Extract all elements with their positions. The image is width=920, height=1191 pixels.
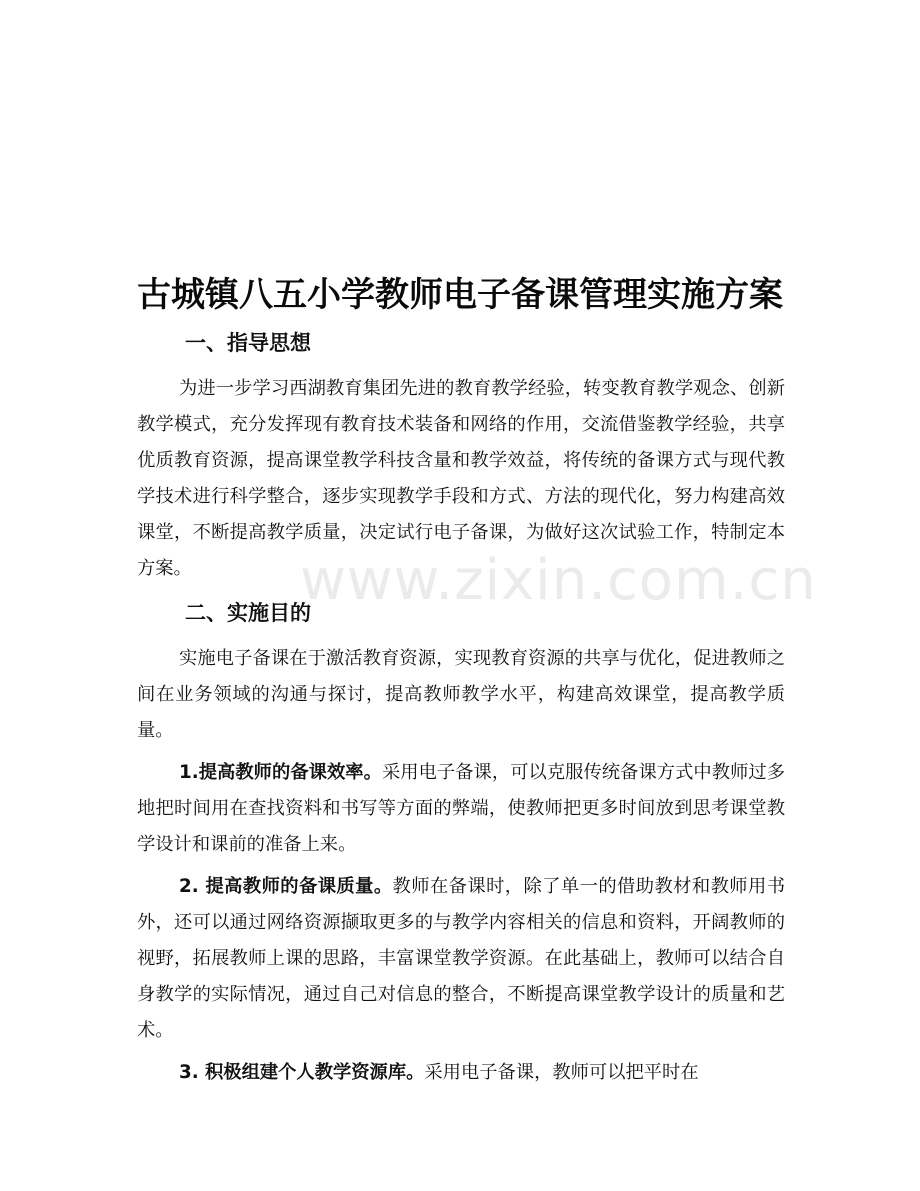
item-lead: 3. 积极组建个人教学资源库。 <box>179 1062 425 1083</box>
paragraph: 实施电子备课在于激活教育资源，实现教育资源的共享与优化，促进教师之间在业务领域的沟通与探讨，提高教师教学水平，构建高效课堂，提高教学质量。 <box>137 648 785 741</box>
watermark: www.zixin.com.cn <box>300 548 817 613</box>
item-lead: 2. 提高教师的备课质量。 <box>179 876 393 897</box>
item-text: 教师在备课时，除了单一的借助教材和教师用书外，还可以通过网络资源撷取更多的与教学内容相关的信息和资料，开阔教师的视野，拓展教师上课的思路，丰富课堂教学资源。在此基础上，教师可以结合自身教学的实际情况，通过自己对信息的整合，不断提高课堂教学设计的质量和艺术。 <box>137 876 786 1041</box>
item-text: 采用电子备课，可以克服传统备课方式中教师过多地把时间用在查找资料和书写等方面的弊端，使教师把更多时间放到思考课堂教学设计和课前的准备上来。 <box>137 762 785 855</box>
item-text: 采用电子备课，教师可以把平时在 <box>424 1062 699 1083</box>
list-item <box>137 869 785 1049</box>
list-item <box>137 755 785 863</box>
section-heading: 一、指导思想 <box>185 331 311 355</box>
item-lead: 1.提高教师的备课效率。 <box>179 762 382 783</box>
paragraph: 为进一步学习西湖教育集团先进的教育教学经验，转变教育教学观念、创新教学模式，充分发挥现有教育技术装备和网络的作用，交流借鉴教学经验，共享优质教育资源，提高课堂教学科技含量和教学效益，将传统的备课方式与现代教学技术进行科学整合，逐步实现教学手段和方式、方法的现代化，努力构建高效课堂，不断提高教学质量，决定试行电子备课，为做好这次试验工作，特制定本方案。 <box>137 378 785 579</box>
section-guiding-ideology <box>137 325 785 587</box>
document-title: 古城镇八五小学教师电子备课管理实施方案 <box>137 275 783 315</box>
section-implementation-purpose <box>137 595 785 1091</box>
list-item <box>137 1055 785 1091</box>
section-heading: 二、实施目的 <box>185 601 311 625</box>
